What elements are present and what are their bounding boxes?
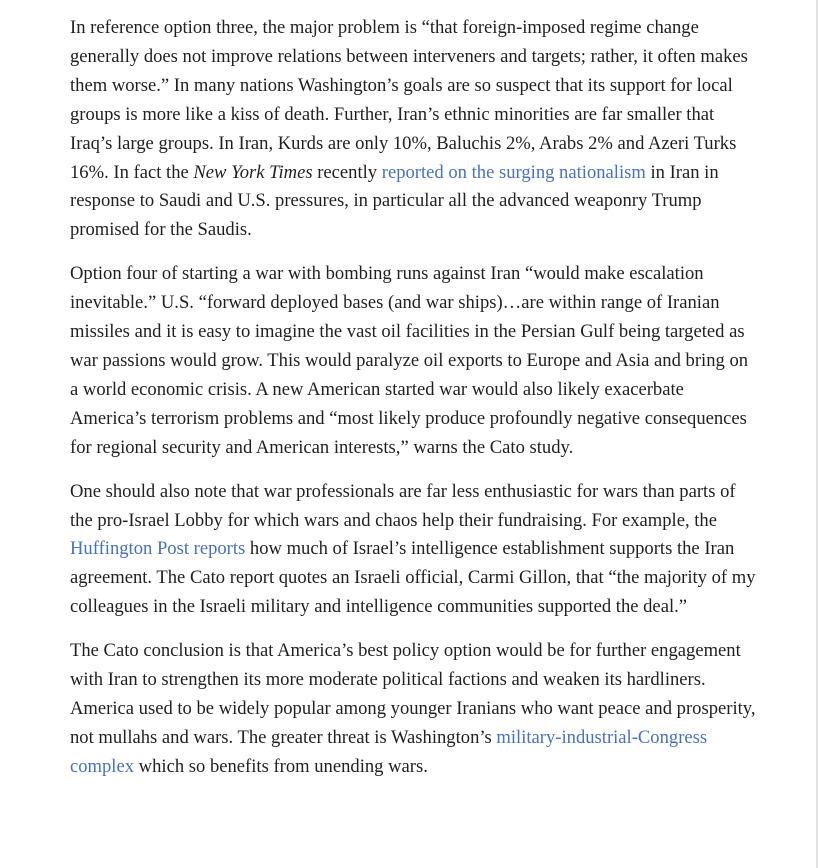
paragraph-text: which so benefits from unending wars.: [134, 755, 428, 777]
link-surging-nationalism[interactable]: reported on the surging nationalism: [381, 161, 646, 183]
paragraph-text: One should also note that war professionals are far less enthusiastic for wars than parts of the pro-Israel Lobby for which wars and chaos help their fundraising. For example, the: [70, 480, 736, 531]
paragraph-option-four: [70, 260, 760, 462]
paragraph-text: recently: [312, 161, 382, 183]
paragraph-cato-conclusion: [70, 637, 760, 782]
link-huffington-post[interactable]: Huffington Post reports: [70, 538, 246, 560]
paragraph-text: The Cato conclusion is that America’s best policy option would be for further engagement with Iran to strengthen its more moderate political factions and weaken its hardliners. America used to be widely popular among younger Iranians who want peace and prosperity, not mullahs and wars. The greater threat is Washington’s: [70, 640, 756, 748]
paragraph-text: how much of Israel’s intelligence establishment supports the Iran agreement. The Cato report quotes an Israeli official, Carmi Gillon, that “the majority of my colleagues in the Israeli military and intelligence communities supported the deal.”: [70, 538, 756, 618]
paragraph-text: Option four of starting a war with bombing runs against Iran “would make escalation inevitable.” U.S. “forward deployed bases (and war ships)…are within range of Iranian missiles and it is easy to imagine the vast oil facilities in the Persian Gulf being targeted as war passions would grow. This would paralyze oil exports to Europe and Asia and bring on a world economic crisis. A new American started war would also likely exacerbate America’s terrorism problems and “most likely produce profoundly negative consequences for regional security and American interests,” warns the Cato study.: [70, 263, 749, 458]
italic-publication-title: New York Times: [193, 161, 313, 183]
link-military-industrial-complex[interactable]: military-industrial-Congress complex: [70, 726, 708, 777]
article-body: [70, 14, 760, 797]
paragraph-option-three: [70, 14, 760, 245]
paragraph-text: In reference option three, the major problem is “that foreign-imposed regime change generally does not improve relations between interveners and targets; rather, it often makes them worse.” In many nations Washington’s goals are so suspect that its support for local groups is more like a kiss of death. Further, Iran’s ethnic minorities are far smaller that Iraq’s large groups. In Iran, Kurds are only 10%, Baluchis 2%, Arabs 2% and Azeri Turks 16%. In fact the: [70, 17, 748, 183]
paragraph-war-professionals: [70, 478, 760, 623]
paragraph-text: in Iran in response to Saudi and U.S. pressures, in particular all the advanced weaponry Trump promised for the Saudis.: [70, 161, 719, 241]
